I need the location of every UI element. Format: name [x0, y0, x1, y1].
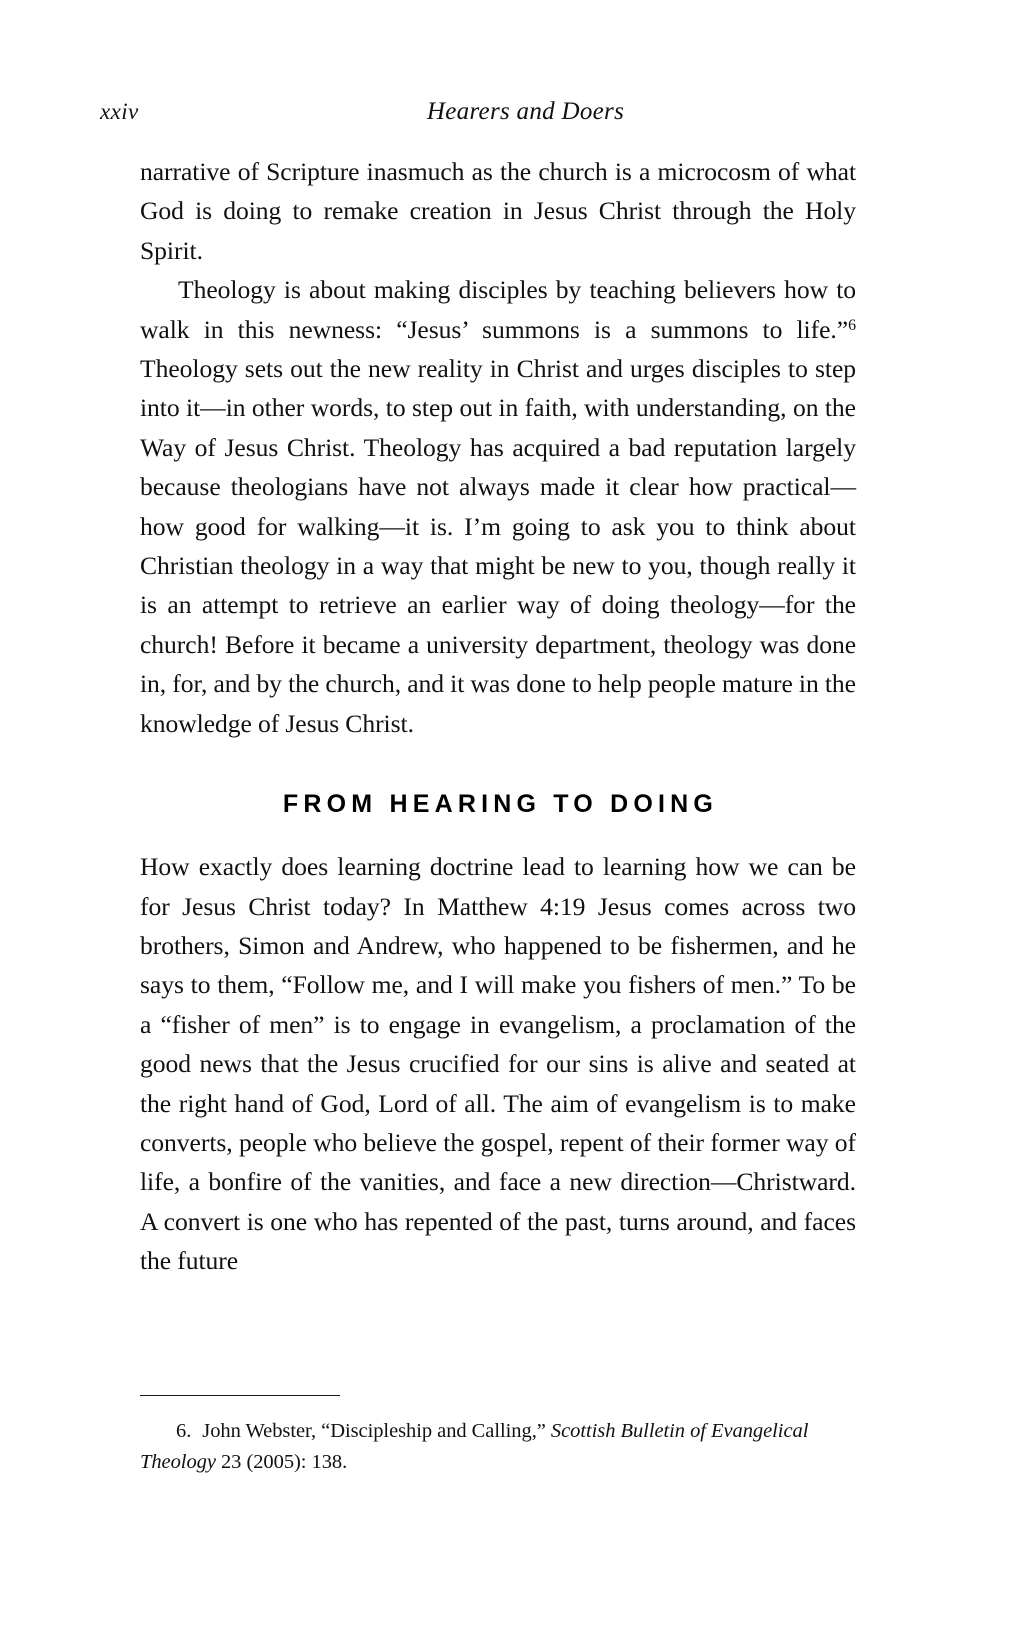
- page-folio: xxiv: [100, 99, 139, 124]
- paragraph-theology: [140, 270, 856, 743]
- footnote-text-before-title: John Webster, “Discipleship and Calling,”: [202, 1420, 551, 1442]
- heading-spacer-above: [140, 743, 856, 789]
- paragraph-continued: narrative of Scripture inasmuch as the church is a microcosm of what God is doing to remake creation in Jesus Christ through the Holy Spirit.: [140, 157, 856, 265]
- running-head-book-title: Hearers and Doers: [426, 98, 625, 125]
- footnote-number: 6.: [176, 1420, 192, 1442]
- paragraph-text-before-footnote: Theology is about making disciples by teaching believers how to walk in this newness: “Jesus’ summons is a summons to life.”: [140, 275, 856, 344]
- text-block: [140, 152, 856, 1281]
- paragraph-evangelism: How exactly does learning doctrine lead to learning how we can be for Jesus Christ today? In Matthew 4:19 Jesus comes across two brothers, Simon and Andrew, who happened to be fishermen, and he says to them, “Follow me, and I will make you fishers of men.” To be a “fisher of men” is to engage in evangelism, a proclamation of the good news that the Jesus crucified for our sins is alive and seated at the right hand of God, Lord of all. The aim of evangelism is to make converts, people who believe the gospel, repent of their former way of life, a bonfire of the vanities, and face a new direction—Christward. A convert is one who has repented of the past, turns around, and faces the future: [140, 852, 856, 1276]
- section-heading-from-hearing-to-doing: FROM HEARING TO DOING: [282, 790, 719, 819]
- footnote-reference-6[interactable]: 6: [848, 316, 856, 334]
- footnote-separator-rule: [140, 1395, 340, 1396]
- footnote-journal-title: Scottish Bulletin of Evangelical Theology: [140, 1420, 809, 1473]
- paragraph-text-after-footnote: Theology sets out the new reality in Christ and urges disciples to step into it—in other words, to step out in faith, with understanding, on the Way of Jesus Christ. Theology has acquired a bad reputation largely because theologians have not always made it clear how practical—how good for walking—it is. I’m going to ask you to think about Christian theology in a way that might be new to you, though really it is an attempt to retrieve an earlier way of doing theology—for the church! Before it became a university department, theology was done in, for, and by the church, and it was done to help people mature in the knowledge of Jesus Christ.: [140, 354, 856, 738]
- footnote-text-after-title: 23 (2005): 138.: [215, 1451, 348, 1473]
- footnote-area: [140, 1395, 856, 1478]
- running-head: [100, 95, 925, 129]
- footnote-item: [140, 1416, 856, 1478]
- heading-spacer-below: [140, 819, 856, 847]
